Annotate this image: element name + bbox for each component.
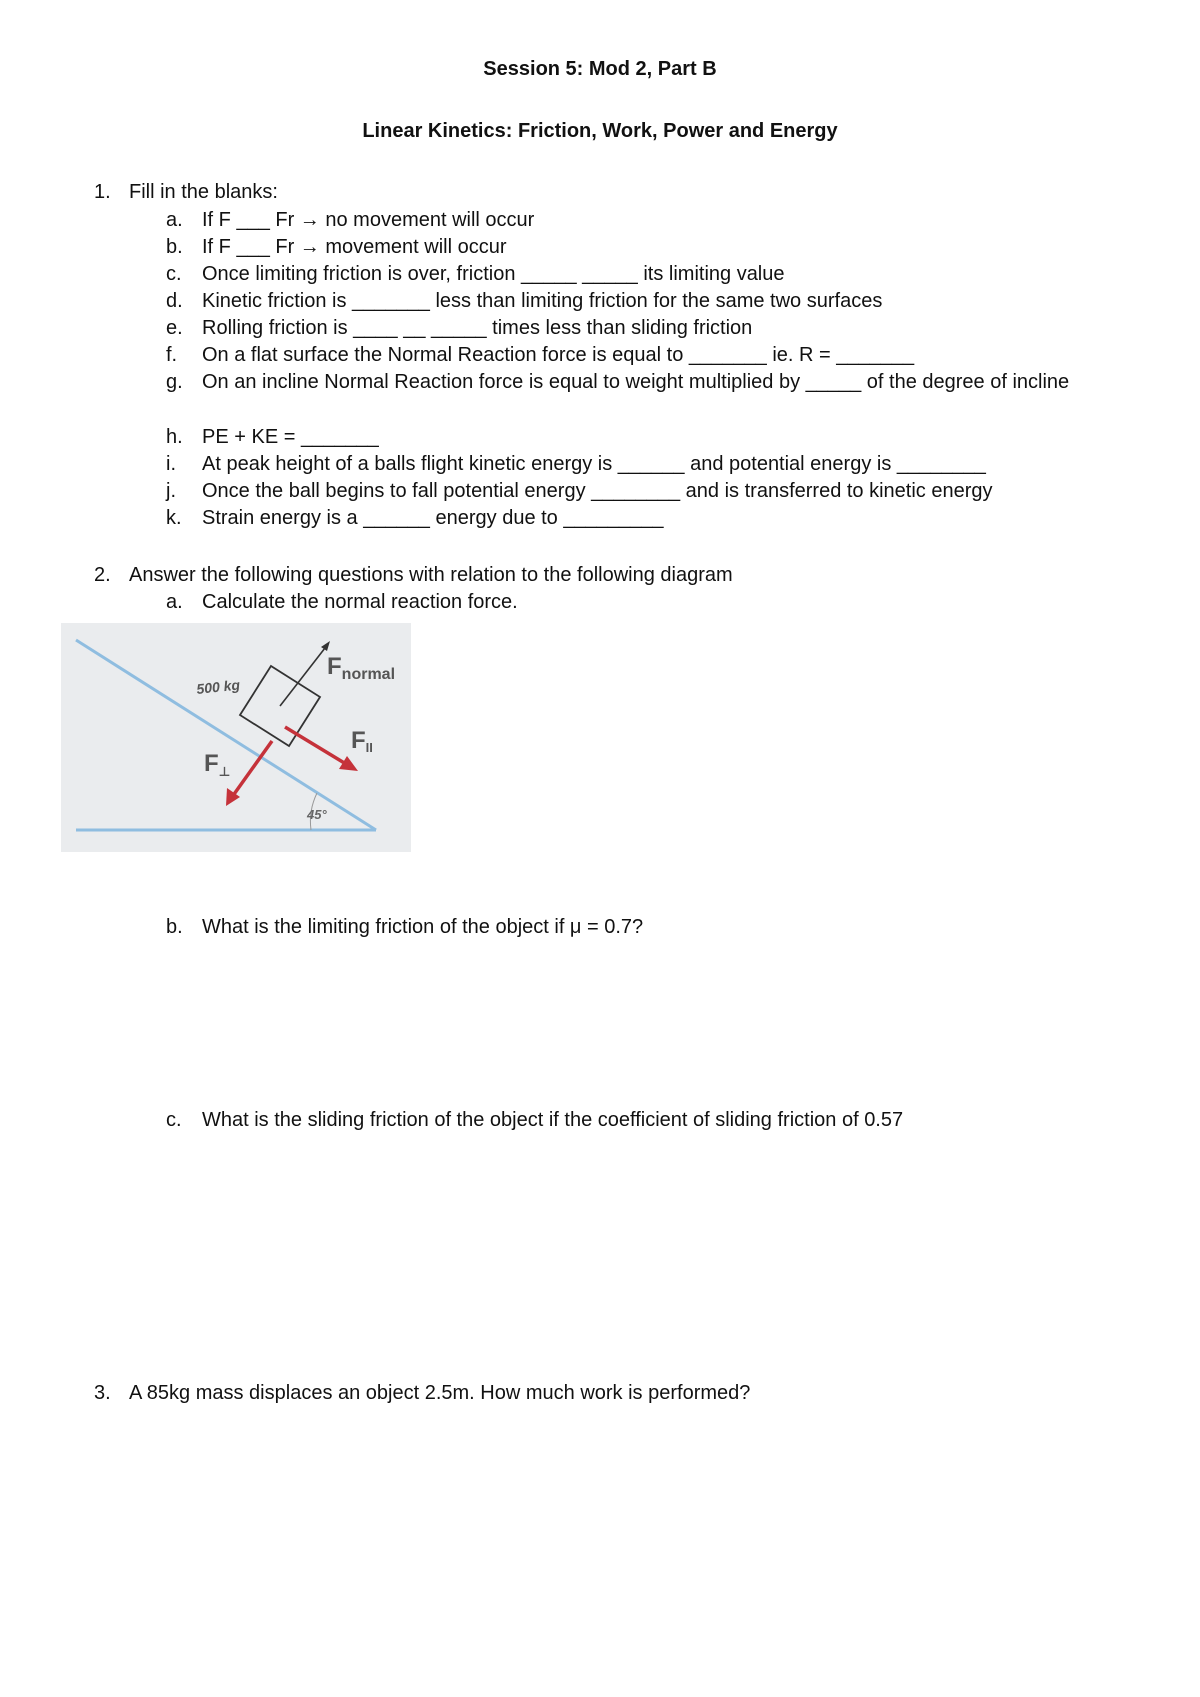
angle-label: 45° [307, 807, 327, 822]
item-text: What is the sliding friction of the object if the coefficient of sliding friction of 0.57 [202, 1109, 904, 1131]
item-letter: a. [166, 591, 183, 613]
question-number: 2. [94, 564, 111, 586]
item-letter: b. [166, 236, 183, 258]
item-text: On an incline Normal Reaction force is equal to weight multiplied by _____ of the degree of incline [202, 371, 1070, 393]
item-text: Strain energy is a ______ energy due to _________ [202, 507, 664, 529]
item-letter: d. [166, 290, 183, 312]
page-title: Linear Kinetics: Friction, Work, Power and Energy [362, 120, 838, 142]
item-letter: a. [166, 209, 183, 231]
question-text: A 85kg mass displaces an object 2.5m. How much work is performed? [129, 1382, 751, 1404]
item-text: Kinetic friction is _______ less than limiting friction for the same two surfaces [202, 290, 883, 312]
item-letter: c. [166, 263, 182, 285]
parallel-force-label: $F_{II}$ [351, 727, 373, 755]
item-letter: c. [166, 1109, 182, 1131]
item-text: On a flat surface the Normal Reaction force is equal to _______ ie. R = _______ [202, 344, 915, 366]
mass-label: 500 kg [195, 676, 241, 697]
item-text: What is the limiting friction of the object if μ = 0.7? [202, 916, 644, 938]
item-text: Once the ball begins to fall potential energy ________ and is transferred to kinetic energy [202, 480, 993, 502]
item-letter: j. [166, 480, 176, 502]
question-prompt: Fill in the blanks: [129, 181, 278, 203]
question-number: 1. [94, 181, 111, 203]
session-heading: Session 5: Mod 2, Part B [483, 58, 717, 80]
item-text: PE + KE = _______ [202, 426, 379, 448]
item-letter: b. [166, 916, 183, 938]
normal-force-label: Fnormal [327, 653, 396, 683]
question-number: 3. [94, 1382, 111, 1404]
item-letter: e. [166, 317, 183, 339]
item-text: At peak height of a balls flight kinetic energy is ______ and potential energy is ________ [202, 453, 986, 475]
item-letter: h. [166, 426, 183, 448]
item-letter: g. [166, 371, 183, 393]
item-text: Calculate the normal reaction force. [202, 591, 518, 613]
incline-force-diagram [61, 623, 411, 852]
item-letter: k. [166, 507, 182, 529]
question-prompt: Answer the following questions with relation to the following diagram [129, 564, 733, 586]
item-text: If F ___ Fr → no movement will occur [202, 209, 535, 231]
item-text: If F ___ Fr → movement will occur [202, 236, 507, 258]
item-letter: f. [166, 344, 178, 366]
item-text: Once limiting friction is over, friction _____ _____ its limiting value [202, 263, 785, 285]
perpendicular-force-label: $F_\perp$ [204, 750, 231, 779]
item-text: Rolling friction is ____ __ _____ times less than sliding friction [202, 317, 753, 339]
item-letter: i. [166, 453, 176, 475]
